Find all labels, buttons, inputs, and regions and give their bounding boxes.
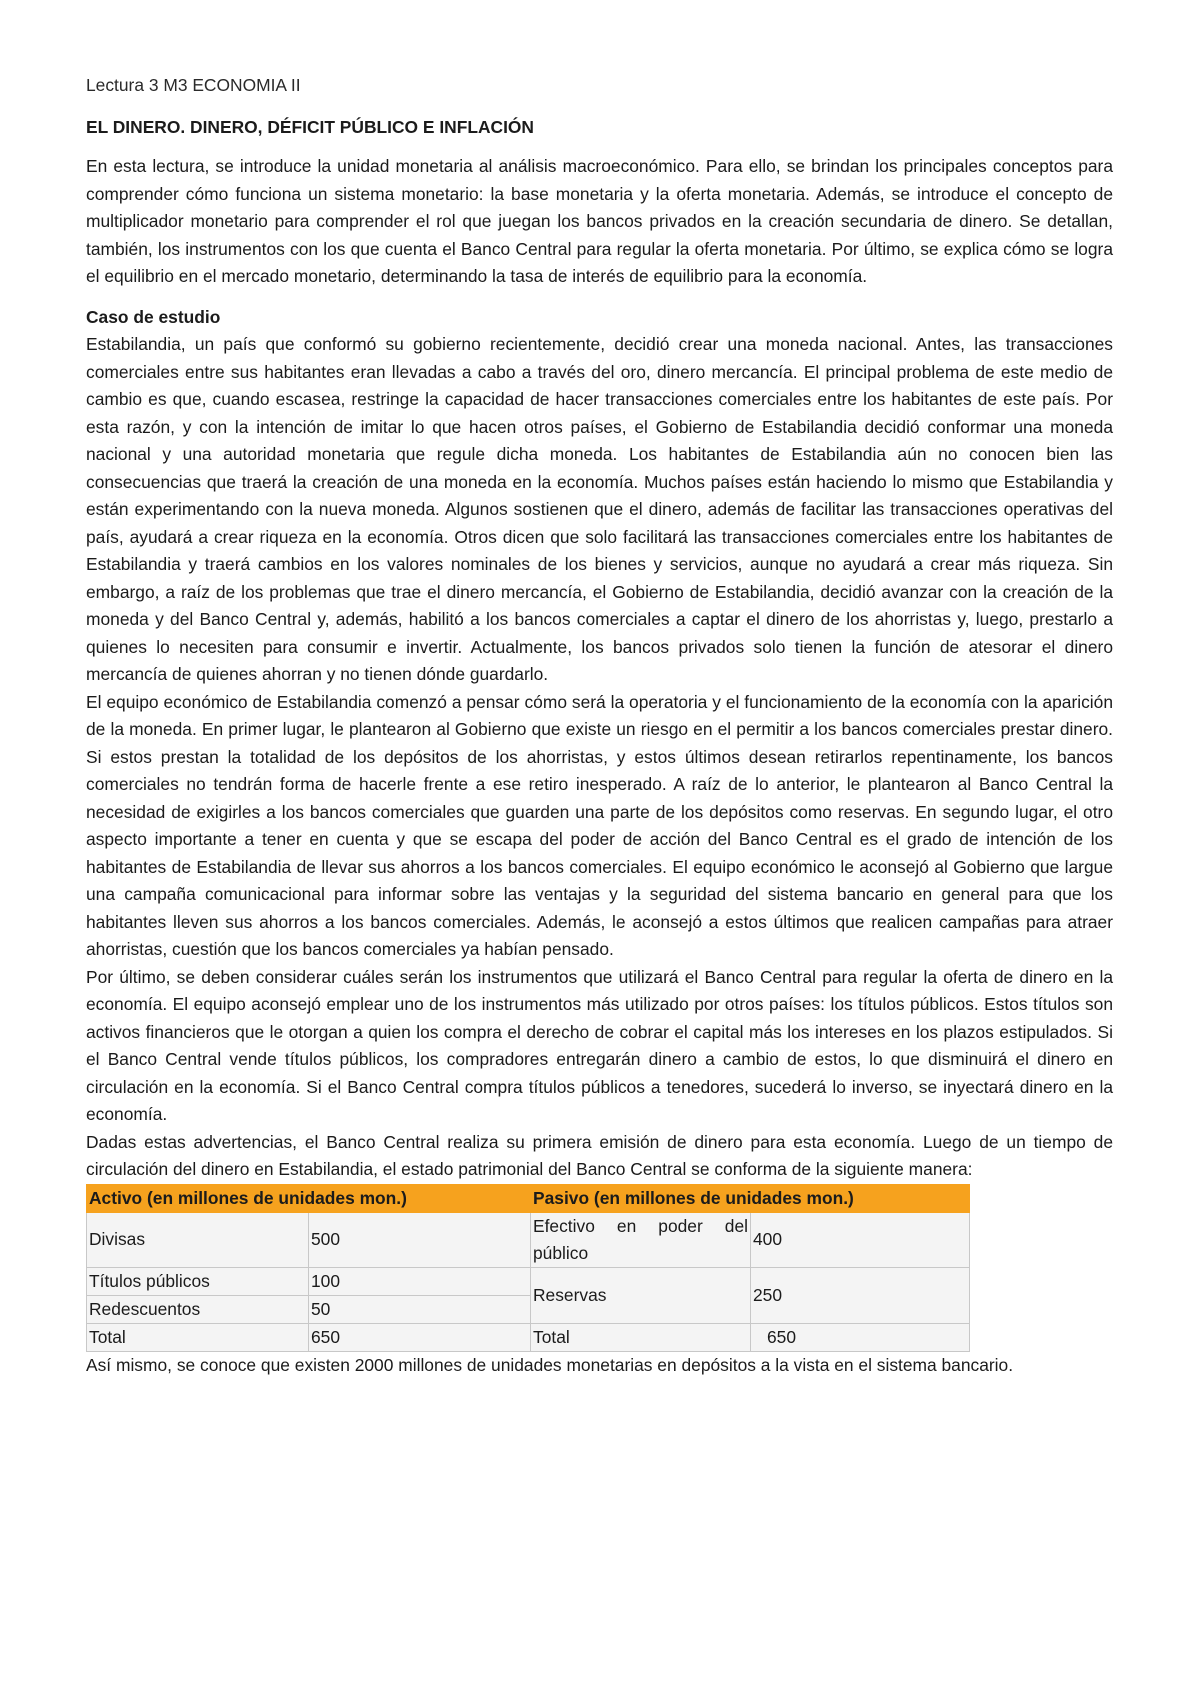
redescuentos-value: 50 bbox=[309, 1295, 531, 1323]
case-paragraph-4: Dadas estas advertencias, el Banco Central realiza su primera emisión de dinero para esta economía. Luego de un tiempo de circulación del dinero en Estabilandia, el estado patrimonial del Banco Central se conforma de la siguiente manera: bbox=[86, 1131, 1113, 1179]
total-asset-value: 650 bbox=[309, 1323, 531, 1351]
case-paragraph-2: El equipo económico de Estabilandia comenzó a pensar cómo será la operatoria y el funcionamiento de la economía con la aparición de la moneda. En primer lugar, le plantearon al Gobierno que existe un riesgo en el permitir a los bancos comerciales prestar dinero. Si estos prestan la totalidad de los depósitos de los ahorristas, y estos últimos desean retirarlos repentinamente, los bancos comerciales no tendrán forma de hacerle frente a ese retiro inesperado. A raíz de lo anterior, le plantearon al Banco Central la necesidad de exigirles a los bancos comerciales que guarden una parte de los depósitos como reservas. En segundo lugar, el otro aspecto importante a tener en cuenta y que se escapa del poder de acción del Banco Central es el grado de intención de los habitantes de Estabilandia de llevar sus ahorros a los bancos comerciales. El equipo económico le aconsejó al Gobierno que largue una campaña comunicacional para informar sobre las ventajas y la seguridad del sistema bancario en general para que los habitantes lleven sus ahorros a los bancos comerciales. Además, le aconsejó a estos últimos que realicen campañas para atraer ahorristas, cuestión que los bancos comerciales ya habían pensado. bbox=[86, 691, 1113, 959]
case-study-heading: Caso de estudio bbox=[86, 306, 221, 327]
table-row bbox=[87, 1323, 970, 1351]
document-title: EL DINERO. DINERO, DÉFICIT PÚBLICO E INFLACIÓN bbox=[86, 116, 534, 137]
case-paragraph-3: Por último, se deben considerar cuáles serán los instrumentos que utilizará el Banco Central para regular la oferta de dinero en la economía. El equipo aconsejó emplear uno de los instrumentos más utilizado por otros países: los títulos públicos. Estos títulos son activos financieros que le otorgan a quien los compra el derecho de cobrar el capital más los intereses en los plazos estipulados. Si el Banco Central vende títulos públicos, los compradores entregarán dinero a cambio de estos, lo que disminuirá el dinero en circulación en la economía. Si el Banco Central compra títulos públicos a tenedores, sucederá lo inverso, se inyectará dinero en la economía. bbox=[86, 966, 1113, 1124]
table-row bbox=[87, 1212, 970, 1267]
reservas-value: 250 bbox=[751, 1267, 970, 1323]
divisas-value: 500 bbox=[309, 1212, 531, 1267]
central-bank-balance-table bbox=[86, 1184, 970, 1352]
titulos-label: Títulos públicos bbox=[87, 1267, 309, 1295]
redescuentos-label: Redescuentos bbox=[87, 1295, 309, 1323]
table-header-row bbox=[87, 1184, 970, 1212]
efectivo-value: 400 bbox=[751, 1212, 970, 1267]
total-liability-label: Total bbox=[531, 1323, 751, 1351]
asset-header: Activo (en millones de unidades mon.) bbox=[87, 1184, 531, 1212]
case-paragraph-1: Estabilandia, un país que conformó su gobierno recientemente, decidió crear una moneda nacional. Antes, las transacciones comerciales entre sus habitantes eran llevadas a cabo a través del oro, dinero mercancía. El principal problema de este medio de cambio es que, cuando escasea, restringe la capacidad de hacer transacciones comerciales entre los habitantes de este país. Por esta razón, y con la intención de imitar lo que hacen otros países, el Gobierno de Estabilandia decidió conformar una moneda nacional y una autoridad monetaria que regule dicha moneda. Los habitantes de Estabilandia aún no conocen bien las consecuencias que traerá la creación de una moneda en la economía. Muchos países están haciendo lo mismo que Estabilandia y están experimentando con la nueva moneda. Algunos sostienen que el dinero, además de facilitar las transacciones operativas del país, ayudará a crear riqueza en la economía. Otros dicen que solo facilitará las transacciones comerciales entre los habitantes de Estabilandia y traerá cambios en los valores nominales de los bienes y servicios, aunque no ayudará a crear más riqueza. Sin embargo, a raíz de los problemas que trae el dinero mercancía, el Gobierno de Estabilandia, decidió avanzar con la creación de la moneda y del Banco Central y, además, habilitó a los bancos comerciales a captar el dinero de los ahorristas y, luego, prestarlo a quienes lo necesiten para consumir e invertir. Actualmente, los bancos privados solo tienen la función de atesorar el dinero mercancía de quienes ahorran y no tienen dónde guardarlo. bbox=[86, 334, 1113, 684]
closing-paragraph: Así mismo, se conoce que existen 2000 millones de unidades monetarias en depósitos a la vista en el sistema bancario. bbox=[86, 1354, 1014, 1375]
divisas-label: Divisas bbox=[87, 1212, 309, 1267]
total-asset-label: Total bbox=[87, 1323, 309, 1351]
document-page bbox=[86, 72, 1113, 1379]
table-row bbox=[87, 1267, 970, 1295]
reservas-label: Reservas bbox=[531, 1267, 751, 1323]
titulos-value: 100 bbox=[309, 1267, 531, 1295]
efectivo-label: Efectivo en poder del público bbox=[531, 1212, 751, 1267]
course-line: Lectura 3 M3 ECONOMIA II bbox=[86, 75, 301, 95]
total-liability-value: 650 bbox=[751, 1323, 970, 1351]
intro-paragraph: En esta lectura, se introduce la unidad monetaria al análisis macroeconómico. Para ello, se brindan los principales conceptos para comprender cómo funciona un sistema monetario: la base monetaria y la oferta monetaria. Además, se introduce el concepto de multiplicador monetario para comprender el rol que juegan los bancos privados en la creación secundaria de dinero. Se detallan, también, los instrumentos con los que cuenta el Banco Central para regular la oferta monetaria. Por último, se explica cómo se logra el equilibrio en el mercado monetario, determinando la tasa de interés de equilibrio para la economía. bbox=[86, 156, 1113, 286]
liability-header: Pasivo (en millones de unidades mon.) bbox=[531, 1184, 970, 1212]
